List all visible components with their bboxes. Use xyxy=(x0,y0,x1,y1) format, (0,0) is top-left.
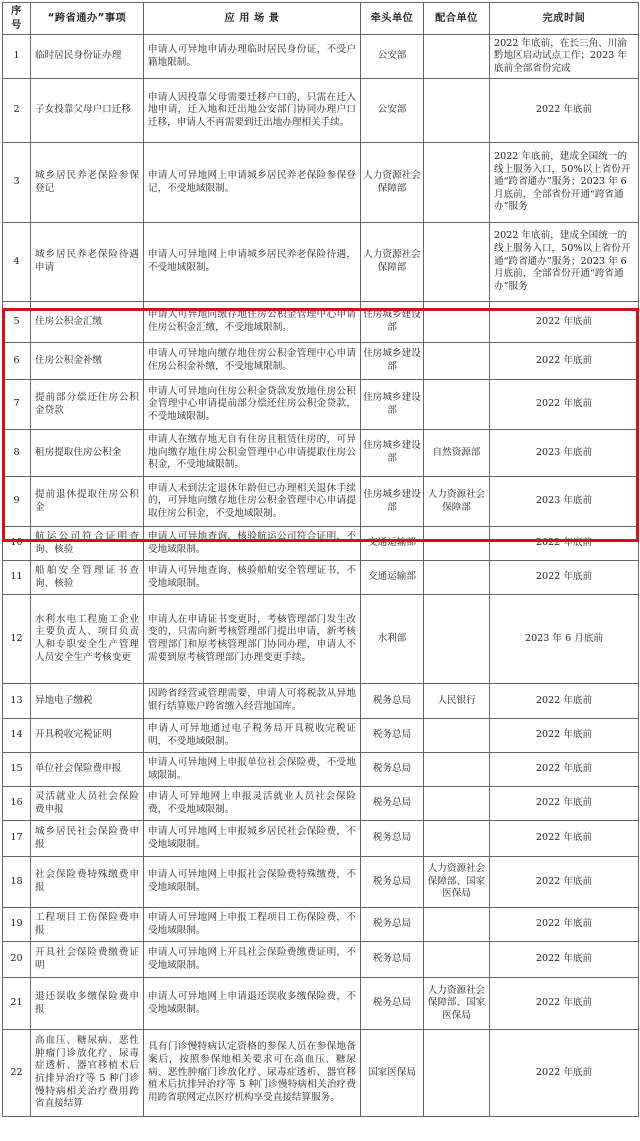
table-row xyxy=(3,430,639,477)
table-row xyxy=(3,527,639,561)
deadline-cell: 2022 年底前 xyxy=(490,302,639,343)
table-row xyxy=(3,753,639,787)
cooperate-unit-cell: 人力资源社会保障部 xyxy=(424,477,490,527)
table-row xyxy=(3,942,639,978)
table-row xyxy=(3,1030,639,1117)
row-number: 3 xyxy=(3,143,31,223)
scene-cell: 具有门诊慢特病认定资格的参保人员在参保地备案后，按照参保地相关要求可在高血压、糖尿病、恶性肿瘤门诊放化疗、尿毒症透析、器官移植术后抗排异治疗等 5 种门诊慢特病相关治疗费用跨省联网定点医疗机构享受直接结算服务。 xyxy=(144,1030,361,1117)
event-cell: 子女投靠父母户口迁移 xyxy=(31,79,144,143)
row-number: 4 xyxy=(3,223,31,302)
deadline-cell: 2022 年底前 xyxy=(490,857,639,908)
scene-cell: 申请人可异地网上申报社会保险费特殊缴费，不受地域限制。 xyxy=(144,857,361,908)
deadline-cell: 2022 年底前 xyxy=(490,821,639,857)
deadline-cell: 2023 年 6 月底前 xyxy=(490,595,639,684)
deadline-cell: 2023 年底前 xyxy=(490,477,639,527)
event-cell: 灵活就业人员社会保险费申报 xyxy=(31,787,144,821)
table-row xyxy=(3,477,639,527)
lead-unit-cell: 公安部 xyxy=(361,35,424,79)
lead-unit-cell: 国家医保局 xyxy=(361,1030,424,1117)
scene-cell: 申请人可异地网上申请城乡居民养老保险参保登记，不受地域限制。 xyxy=(144,143,361,223)
table-row xyxy=(3,561,639,595)
cooperate-unit-cell xyxy=(424,719,490,753)
scene-cell: 申请人未到法定退休年龄但已办理相关退休手续的，可异地向缴存地住房公积金管理中心申请提取住房公积金，不受地域限制。 xyxy=(144,477,361,527)
cooperate-unit-cell xyxy=(424,143,490,223)
scene-cell: 申请人可异地网上申报单位社会保险费，不受地域限制。 xyxy=(144,753,361,787)
event-cell: 临时居民身份证办理 xyxy=(31,35,144,79)
scene-cell: 申请人可异地向缴存地住房公积金管理中心申请住房公积金补缴，不受地域限制。 xyxy=(144,343,361,380)
lead-unit-cell: 税务总局 xyxy=(361,719,424,753)
event-cell: 住房公积金汇缴 xyxy=(31,302,144,343)
header-lead: 牵头单位 xyxy=(361,3,424,35)
scene-cell: 申请人可异地网上申报工程项目工伤保险费，不受地域限制。 xyxy=(144,908,361,942)
table-row xyxy=(3,821,639,857)
lead-unit-cell: 税务总局 xyxy=(361,978,424,1030)
cooperate-unit-cell xyxy=(424,821,490,857)
lead-unit-cell: 住房城乡建设部 xyxy=(361,380,424,430)
cooperate-unit-cell xyxy=(424,561,490,595)
event-cell: 城乡居民社会保险费申报 xyxy=(31,821,144,857)
deadline-cell: 2022 年底前，建成全国统一的线上服务入口，50%以上省份开通“跨省通办”服务；2023 年 6 月底前，全部省份开通“跨省通办”服务 xyxy=(490,223,639,302)
table-header-row xyxy=(3,3,639,35)
table-row xyxy=(3,343,639,380)
row-number: 18 xyxy=(3,857,31,908)
deadline-cell: 2022 年底前 xyxy=(490,753,639,787)
lead-unit-cell: 住房城乡建设部 xyxy=(361,477,424,527)
row-number: 1 xyxy=(3,35,31,79)
deadline-cell: 2022 年底前 xyxy=(490,343,639,380)
event-cell: 提前部分偿还住房公积金贷款 xyxy=(31,380,144,430)
event-cell: 水利水电工程施工企业主要负责人、项目负责人和专职安全生产管理人员安全生产考核变更 xyxy=(31,595,144,684)
cooperate-unit-cell xyxy=(424,79,490,143)
scene-cell: 申请人在申请证书变更时，考核管理部门发生改变的，只需向新考核管理部门提出申请，新考核管理部门和原考核管理部门协同办理，申请人不需要到原考核管理部门办理变更手续。 xyxy=(144,595,361,684)
cooperate-unit-cell xyxy=(424,380,490,430)
lead-unit-cell: 人力资源社会保障部 xyxy=(361,223,424,302)
deadline-cell: 2022 年底前 xyxy=(490,380,639,430)
deadline-cell: 2022 年底前 xyxy=(490,978,639,1030)
scene-cell: 申请人可异地查询、核验船舶安全管理证书，不受地域限制。 xyxy=(144,561,361,595)
lead-unit-cell: 税务总局 xyxy=(361,753,424,787)
event-cell: 住房公积金补缴 xyxy=(31,343,144,380)
event-cell: 开具税收完税证明 xyxy=(31,719,144,753)
event-cell: 社会保险费特殊缴费申报 xyxy=(31,857,144,908)
cooperate-unit-cell xyxy=(424,908,490,942)
event-cell: 高血压、糖尿病、恶性肿瘤门诊放化疗、尿毒症透析、器官移植术后抗排异治疗等 5 种门诊慢特病相关治疗费用跨省直接结算 xyxy=(31,1030,144,1117)
scene-cell: 申请人可异地网上申报城乡居民社会保险费，不受地域限制。 xyxy=(144,821,361,857)
lead-unit-cell: 住房城乡建设部 xyxy=(361,343,424,380)
event-cell: 单位社会保险费申报 xyxy=(31,753,144,787)
table-row xyxy=(3,857,639,908)
row-number: 21 xyxy=(3,978,31,1030)
header-cooperate: 配合单位 xyxy=(424,3,490,35)
lead-unit-cell: 人力资源社会保障部 xyxy=(361,143,424,223)
scene-cell: 申请人可异地申请办理临时居民身份证，不受户籍地限制。 xyxy=(144,35,361,79)
cooperate-unit-cell xyxy=(424,787,490,821)
deadline-cell: 2022 年底前 xyxy=(490,79,639,143)
scene-cell: 申请人可异地网上开具社会保险费缴费证明，不受地域限制。 xyxy=(144,942,361,978)
scene-cell: 申请人可异地查询、核验航运公司符合证明，不受地域限制。 xyxy=(144,527,361,561)
cooperate-unit-cell: 人民银行 xyxy=(424,684,490,719)
event-cell: 提前退休提取住房公积金 xyxy=(31,477,144,527)
table-row xyxy=(3,79,639,143)
lead-unit-cell: 公安部 xyxy=(361,79,424,143)
deadline-cell: 2022 年底前 xyxy=(490,942,639,978)
cooperate-unit-cell: 自然资源部 xyxy=(424,430,490,477)
row-number: 7 xyxy=(3,380,31,430)
deadline-cell: 2022 年底前 xyxy=(490,527,639,561)
scene-cell: 申请人可异地向住房公积金贷款发放地住房公积金管理中心申请提前部分偿还住房公积金贷款，不受地域限制。 xyxy=(144,380,361,430)
header-time: 完成时间 xyxy=(490,3,639,35)
table-row xyxy=(3,380,639,430)
table-row xyxy=(3,719,639,753)
lead-unit-cell: 税务总局 xyxy=(361,787,424,821)
table-row xyxy=(3,143,639,223)
row-number: 11 xyxy=(3,561,31,595)
row-number: 15 xyxy=(3,753,31,787)
table-row xyxy=(3,35,639,79)
scene-cell: 申请人在缴存地无自有住房且租赁住房的，可异地向缴存地住房公积金管理中心申请提取住房公积金，不受地域限制。 xyxy=(144,430,361,477)
table-row xyxy=(3,595,639,684)
cooperate-unit-cell xyxy=(424,35,490,79)
lead-unit-cell: 税务总局 xyxy=(361,942,424,978)
row-number: 16 xyxy=(3,787,31,821)
row-number: 14 xyxy=(3,719,31,753)
event-cell: 城乡居民养老保险待遇申请 xyxy=(31,223,144,302)
event-cell: 退还误收多缴保险费申报 xyxy=(31,978,144,1030)
cooperate-unit-cell xyxy=(424,527,490,561)
row-number: 10 xyxy=(3,527,31,561)
lead-unit-cell: 交通运输部 xyxy=(361,527,424,561)
lead-unit-cell: 水利部 xyxy=(361,595,424,684)
header-no: 序号 xyxy=(3,3,31,35)
deadline-cell: 2022 年底前，在长三角、川渝黔地区启动试点工作；2023 年底前全部省份完成 xyxy=(490,35,639,79)
row-number: 22 xyxy=(3,1030,31,1117)
scene-cell: 申请人可异地网上申报灵活就业人员社会保险费，不受地域限制。 xyxy=(144,787,361,821)
event-cell: 开具社会保险费缴费证明 xyxy=(31,942,144,978)
event-cell: 航运公司符合证明查询、核验 xyxy=(31,527,144,561)
scene-cell: 申请人可异地网上申请城乡居民养老保险待遇，不受地域限制。 xyxy=(144,223,361,302)
row-number: 20 xyxy=(3,942,31,978)
row-number: 2 xyxy=(3,79,31,143)
cooperate-unit-cell xyxy=(424,1030,490,1117)
deadline-cell: 2022 年底前 xyxy=(490,908,639,942)
scene-cell: 因跨省经营或管理需要，申请人可将税款从异地银行结算账户跨省缴入经营地国库。 xyxy=(144,684,361,719)
lead-unit-cell: 税务总局 xyxy=(361,857,424,908)
cross-province-services-table xyxy=(2,2,639,1117)
event-cell: 异地电子缴税 xyxy=(31,684,144,719)
deadline-cell: 2022 年底前 xyxy=(490,684,639,719)
deadline-cell: 2023 年底前 xyxy=(490,430,639,477)
header-scene: 应 用 场 景 xyxy=(144,3,361,35)
cooperate-unit-cell xyxy=(424,223,490,302)
header-event: “跨省通办”事项 xyxy=(31,3,144,35)
lead-unit-cell: 税务总局 xyxy=(361,684,424,719)
deadline-cell: 2022 年底前，建成全国统一的线上服务入口，50%以上省份开通“跨省通办”服务；2023 年 6 月底前，全部省份开通“跨省通办”服务 xyxy=(490,143,639,223)
deadline-cell: 2022 年底前 xyxy=(490,719,639,753)
scene-cell: 申请人可异地通过电子税务局开具税收完税证明，不受地域限制。 xyxy=(144,719,361,753)
table-row xyxy=(3,908,639,942)
lead-unit-cell: 住房城乡建设部 xyxy=(361,430,424,477)
table-row xyxy=(3,302,639,343)
deadline-cell: 2022 年底前 xyxy=(490,787,639,821)
event-cell: 船舶安全管理证书查询、核验 xyxy=(31,561,144,595)
row-number: 17 xyxy=(3,821,31,857)
row-number: 8 xyxy=(3,430,31,477)
row-number: 19 xyxy=(3,908,31,942)
cooperate-unit-cell xyxy=(424,753,490,787)
cooperate-unit-cell xyxy=(424,343,490,380)
cooperate-unit-cell xyxy=(424,595,490,684)
table-row xyxy=(3,684,639,719)
event-cell: 工程项目工伤保险费申报 xyxy=(31,908,144,942)
cooperate-unit-cell: 人力资源社会保障部、国家医保局 xyxy=(424,978,490,1030)
row-number: 13 xyxy=(3,684,31,719)
lead-unit-cell: 税务总局 xyxy=(361,821,424,857)
cooperate-unit-cell xyxy=(424,942,490,978)
table-row xyxy=(3,787,639,821)
scene-cell: 申请人可异地网上申请退还误收多缴保险费，不受地域限制。 xyxy=(144,978,361,1030)
row-number: 6 xyxy=(3,343,31,380)
lead-unit-cell: 交通运输部 xyxy=(361,561,424,595)
row-number: 5 xyxy=(3,302,31,343)
scene-cell: 申请人因投靠父母需要迁移户口的，只需在迁入地申请，迁入地和迁出地公安部门协同办理户口迁移，申请人不再需要到迁出地办理相关手续。 xyxy=(144,79,361,143)
row-number: 12 xyxy=(3,595,31,684)
deadline-cell: 2022 年底前 xyxy=(490,561,639,595)
cooperate-unit-cell: 人力资源社会保障部、国家医保局 xyxy=(424,857,490,908)
table-row xyxy=(3,223,639,302)
deadline-cell: 2022 年底前 xyxy=(490,1030,639,1117)
table-row xyxy=(3,978,639,1030)
lead-unit-cell: 住房城乡建设部 xyxy=(361,302,424,343)
event-cell: 租房提取住房公积金 xyxy=(31,430,144,477)
event-cell: 城乡居民养老保险参保登记 xyxy=(31,143,144,223)
lead-unit-cell: 税务总局 xyxy=(361,908,424,942)
cooperate-unit-cell xyxy=(424,302,490,343)
row-number: 9 xyxy=(3,477,31,527)
scene-cell: 申请人可异地向缴存地住房公积金管理中心申请住房公积金汇缴，不受地域限制。 xyxy=(144,302,361,343)
